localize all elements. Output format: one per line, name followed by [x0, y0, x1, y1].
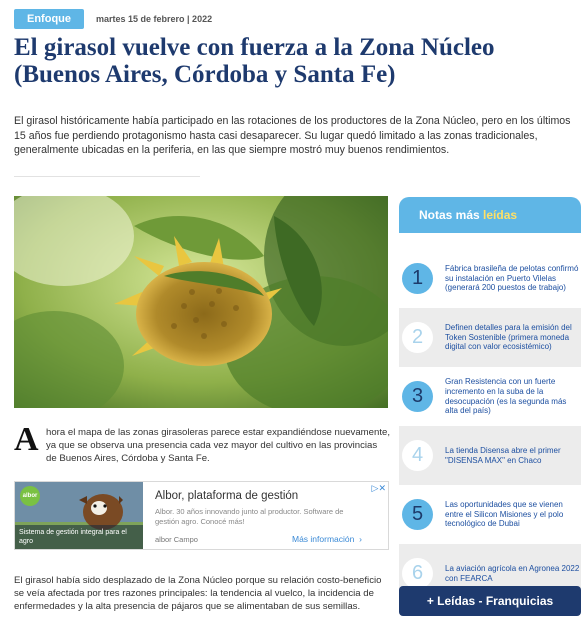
rank-number: 1 — [402, 263, 433, 294]
ad-logo: albor — [20, 486, 40, 506]
ad-title[interactable]: Albor, plataforma de gestión — [155, 490, 299, 502]
close-icon[interactable]: ▷✕ — [371, 483, 386, 493]
most-read-item[interactable] — [399, 426, 581, 485]
rank-number: 2 — [402, 322, 433, 353]
most-read-link[interactable]: Las oportunidades que se vienen entre el Silicon Misiones y el polo tecnológico de Dubai — [445, 499, 564, 529]
section-tag[interactable]: Enfoque — [14, 9, 84, 29]
rank-number: 4 — [402, 440, 433, 471]
most-read-item[interactable] — [399, 308, 581, 367]
most-read-link[interactable]: Definen detalles para la emisión del Token Sostenible (primera moneda digital con valor ecosistémico) — [445, 322, 572, 352]
most-read-list — [399, 249, 581, 603]
most-read-link[interactable]: La tienda Disensa abre el primer "DISENSA MAX" en Chaco — [445, 445, 561, 465]
most-read-heading-main: Notas más — [419, 208, 484, 222]
dropcap-text: hora el mapa de las zonas girasoleras parece estar expandiéndose nuevamente, ya que se observa una presencia cada vez mayor del cultivo en las provincias de Buenos Aires, Córdoba y Santa Fe. — [46, 427, 390, 464]
most-read-heading — [399, 197, 581, 233]
sunflower-photo — [14, 196, 388, 408]
most-read-item[interactable] — [399, 485, 581, 544]
article-meta — [14, 8, 212, 30]
chevron-right-icon: › — [356, 534, 362, 544]
ad-banner[interactable] — [14, 481, 389, 550]
franchises-most-read-button[interactable]: + Leídas - Franquicias — [399, 586, 581, 616]
most-read-sidebar — [399, 197, 581, 603]
ad-more-info-link[interactable] — [292, 534, 362, 544]
divider — [14, 176, 200, 177]
ad-more-info-label: Más información — [292, 534, 355, 544]
rank-number: 3 — [402, 381, 433, 412]
ad-description: Albor. 30 años innovando junto al productor. Software de gestión agro. Conocé más! — [155, 507, 344, 526]
article-title: El girasol vuelve con fuerza a la Zona Núcleo (Buenos Aires, Córdoba y Santa Fe) — [14, 34, 495, 88]
most-read-link[interactable]: Fábrica brasileña de pelotas confirmó su instalación en Puerto Vilelas (generará 200 puestos de trabajo) — [445, 263, 579, 293]
dropcap-paragraph — [14, 421, 390, 465]
article-body-paragraph: El girasol había sido desplazado de la Zona Núcleo porque su relación costo-beneficio se veía afectada por tres razones principales: la tendencia al vuelco, la incidencia de enfermedades y la alta presencia de pájaros que se alimentaban de sus semillas. — [14, 575, 382, 612]
dropcap-letter: A — [14, 421, 39, 458]
most-read-link[interactable]: Gran Resistencia con un fuerte incremento en la suba de la desocupación (es la segunda más alta del país) — [445, 376, 567, 416]
ad-advertiser: albor Campo — [155, 535, 198, 544]
article-date: martes 15 de febrero | 2022 — [96, 14, 213, 24]
rank-number: 6 — [402, 558, 433, 589]
most-read-item[interactable] — [399, 249, 581, 308]
most-read-heading-accent: leídas — [483, 208, 518, 222]
ad-overlay-text: Sistema de gestión integral para el agro — [15, 525, 143, 549]
ad-image[interactable] — [15, 482, 143, 549]
rank-number: 5 — [402, 499, 433, 530]
most-read-link[interactable]: La aviación agrícola en Agronea 2022 con FEARCA — [445, 563, 580, 583]
most-read-item[interactable] — [399, 367, 581, 426]
article-lead: El girasol históricamente había participado en las rotaciones de los productores de la Zona Núcleo, pero en los últimos 15 años fue perdiendo protagonismo hasta casi desaparecer. Su lugar quedó limitado a las zonas tradicionales, generalmente ubicadas en la periferia, en las que siempre mostró muy buenos rendimientos. — [14, 115, 571, 157]
